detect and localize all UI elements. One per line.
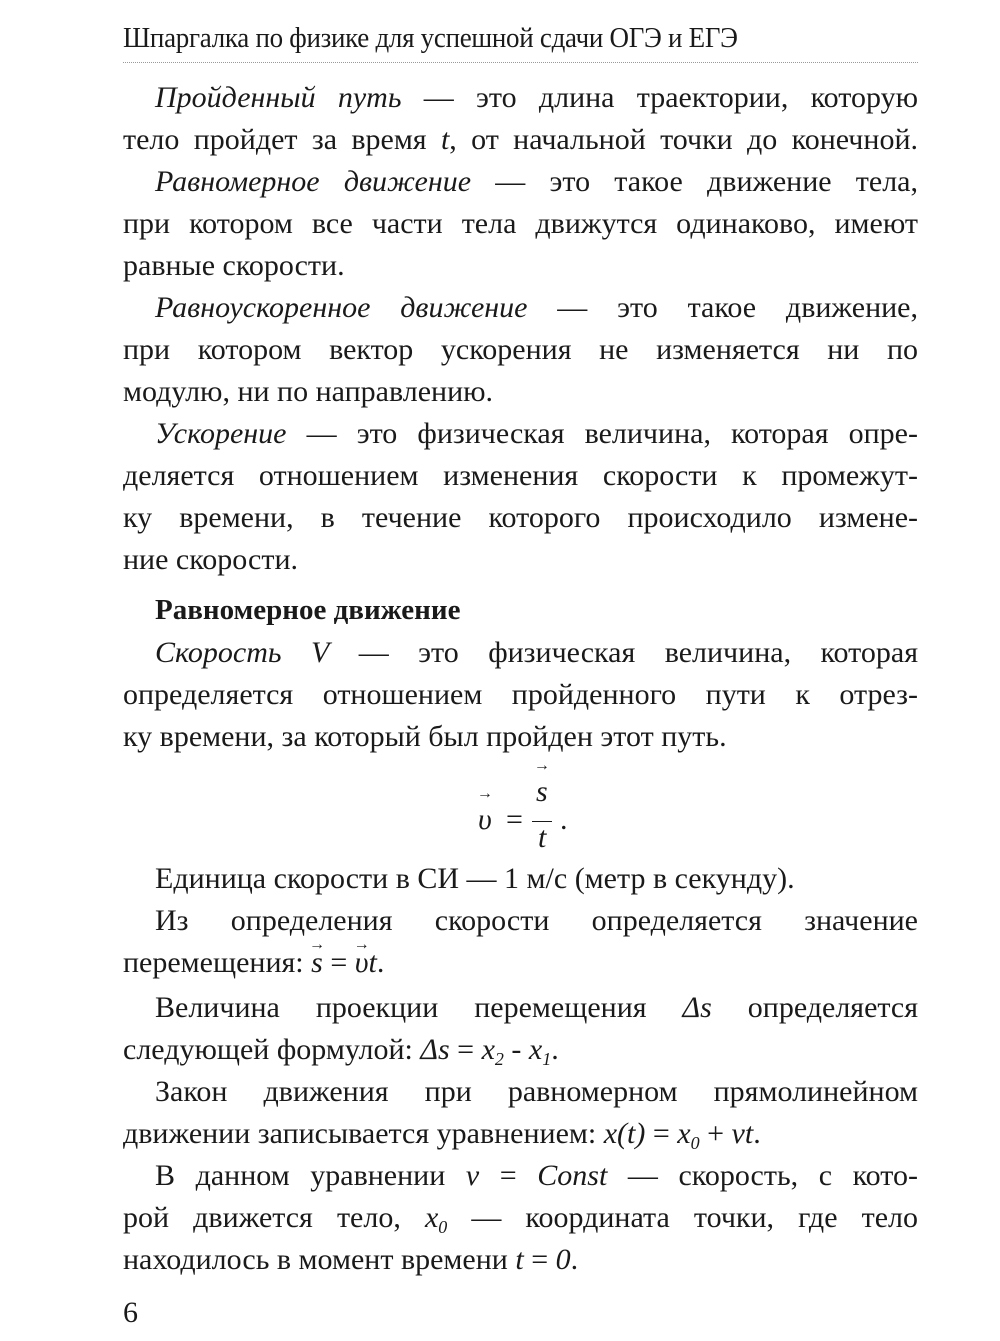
italic-term: Равномерное движение — [155, 165, 472, 198]
text-line — [123, 1242, 918, 1278]
text-line — [123, 500, 918, 536]
italic-term: v — [465, 1159, 480, 1192]
text-segment: = — [322, 946, 355, 979]
formula-period: . — [560, 803, 568, 836]
text-segment: ние скорости. — [123, 543, 299, 576]
italic-term: Пройденный путь — [155, 81, 402, 114]
text-segment: следующей формулой: — [123, 1033, 421, 1066]
italic-term: x — [528, 1033, 543, 1066]
text-segment: деляется отношением изменения скорости к промежут- — [123, 459, 918, 492]
formula-denominator: t — [538, 821, 547, 854]
text-segment: перемещения: — [123, 946, 312, 979]
text-line — [155, 164, 918, 200]
formula-equals: = — [506, 803, 523, 836]
header-divider — [123, 62, 918, 63]
text-segment: Закон движения при равномерном прямолинейном — [155, 1075, 918, 1108]
text-segment: модулю, ни по направлению. — [123, 375, 494, 408]
text-line — [123, 248, 918, 284]
text-line — [155, 1074, 918, 1110]
text-line — [123, 1200, 918, 1245]
page-number: 6 — [123, 1296, 138, 1329]
text-segment: Единица скорости в СИ — 1 м/с (метр в секунду). — [155, 862, 795, 895]
italic-term: Ускорение — [155, 417, 287, 450]
text-segment: + — [699, 1117, 732, 1150]
text-segment: Из определения скорости определяется значение — [155, 904, 918, 937]
text-segment: — скорость, с кото- — [607, 1159, 918, 1192]
italic-term: Const — [537, 1159, 608, 1192]
section-heading — [155, 592, 918, 628]
text-segment: Равномерное движение — [155, 594, 461, 626]
text-segment: = — [449, 1033, 482, 1066]
text-segment: определяется отношением пройденного пути к отрез- — [123, 678, 918, 711]
italic-term: t — [440, 123, 450, 156]
subscript: 1 — [542, 1049, 552, 1069]
text-line — [123, 945, 918, 981]
text-segment: — это физическая величина, которая — [329, 636, 918, 669]
running-header: Шпаргалка по физике для успешной сдачи ОГЭ и ЕГЭ — [123, 22, 738, 54]
text-segment: В данном уравнении — [155, 1159, 466, 1192]
text-line — [123, 719, 918, 755]
formula-numerator: → s — [536, 775, 548, 809]
text-line — [155, 1158, 918, 1194]
text-line — [155, 635, 918, 671]
text-segment: = — [523, 1243, 556, 1276]
italic-term: t — [515, 1243, 524, 1276]
formula-velocity-vector: → υ — [478, 803, 492, 837]
text-line — [155, 290, 918, 326]
italic-term: x(t) — [603, 1117, 646, 1150]
text-segment: при котором все части тела движутся одинаково, имеют — [123, 207, 918, 240]
italic-term: x — [481, 1033, 495, 1066]
vector-symbol: → υ — [355, 945, 369, 981]
text-line — [123, 374, 918, 410]
text-line — [155, 903, 918, 939]
text-line — [123, 677, 918, 713]
text-line — [123, 1116, 918, 1161]
italic-term: 0 — [555, 1243, 571, 1276]
italic-term: vt — [731, 1117, 754, 1150]
text-segment: — это длина траектории, которую — [401, 81, 918, 114]
text-segment: — это такое движение тела, — [471, 165, 918, 198]
text-segment: — координата точки, где тело — [447, 1201, 918, 1234]
italic-term: Равноускоренное движение — [155, 291, 528, 324]
italic-term: x — [424, 1201, 439, 1234]
text-segment: - — [503, 1033, 529, 1066]
italic-term: Δs — [682, 991, 712, 1024]
text-segment: . — [570, 1243, 579, 1276]
subscript: 2 — [494, 1049, 504, 1069]
text-segment: движении записывается уравнением: — [123, 1117, 604, 1150]
text-line — [123, 1032, 918, 1077]
text-segment: . — [551, 1033, 559, 1066]
italic-term: Скорость V — [155, 636, 330, 669]
text-segment: равные скорости. — [123, 249, 345, 282]
text-segment: рой движется тело, — [123, 1201, 425, 1234]
text-line — [155, 80, 918, 116]
text-line — [123, 542, 918, 578]
text-segment: тело пройдет за время — [123, 123, 441, 156]
vector-symbol: → s — [311, 945, 323, 981]
text-segment: находилось в момент времени — [123, 1243, 516, 1276]
text-segment: . — [376, 946, 385, 979]
subscript: 0 — [690, 1133, 700, 1153]
text-line — [155, 416, 918, 452]
text-segment: ку времени, в течение которого происходило измене- — [123, 501, 918, 534]
text-line — [123, 332, 918, 368]
text-line — [123, 122, 918, 158]
text-line — [123, 206, 918, 242]
text-segment: — это физическая величина, которая опре- — [286, 417, 918, 450]
text-segment: Величина проекции перемещения — [155, 991, 683, 1024]
text-segment: , от начальной точки до конечной. — [449, 123, 919, 156]
text-segment: . — [753, 1117, 761, 1150]
text-segment: определяется — [711, 991, 918, 1024]
italic-term: x — [677, 1117, 691, 1150]
subscript: 0 — [438, 1217, 448, 1237]
text-line — [155, 990, 918, 1026]
text-line — [123, 458, 918, 494]
italic-term: t — [368, 946, 377, 979]
italic-term: Δs — [420, 1033, 450, 1066]
text-segment: ку времени, за который был пройден этот путь. — [123, 720, 727, 753]
text-line — [155, 861, 918, 897]
text-segment: — это такое движение, — [527, 291, 918, 324]
text-segment: при котором вектор ускорения не изменяется ни по — [123, 333, 918, 366]
text-segment: = — [645, 1117, 678, 1150]
text-segment: = — [479, 1159, 538, 1192]
